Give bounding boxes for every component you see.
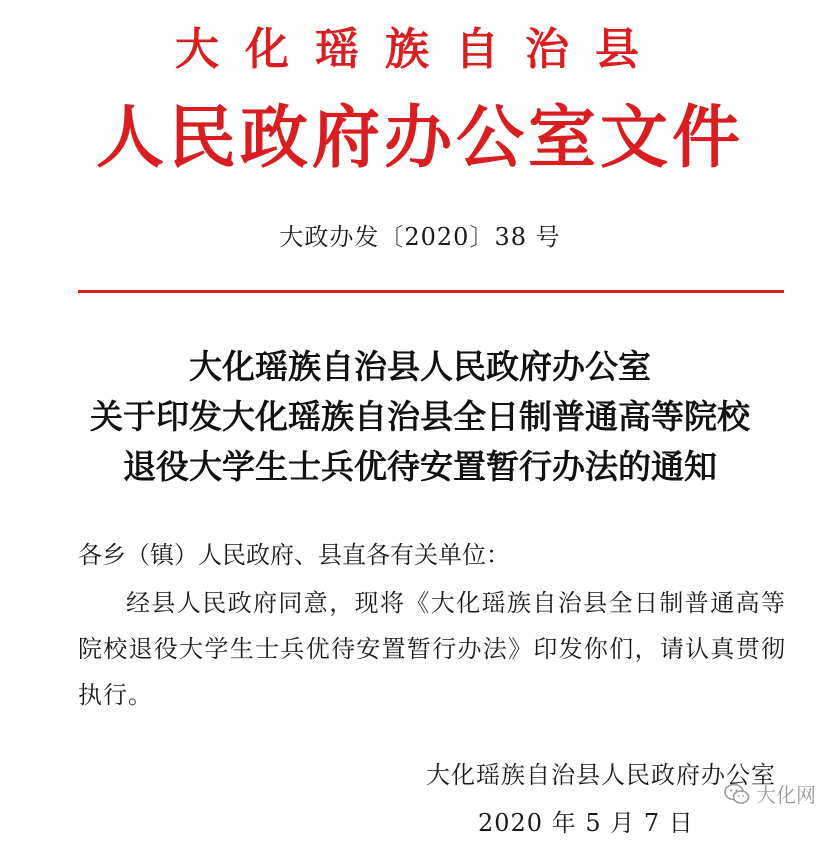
signing-date: 2020 年 5 月 7 日	[478, 809, 694, 837]
salutation: 各乡（镇）人民政府、县直各有关单位：	[78, 541, 510, 569]
wechat-icon	[724, 783, 750, 805]
title-line: 关于印发大化瑶族自治县全日制普通高等院校	[90, 397, 750, 436]
document-number: 大政办发〔2020〕38 号	[279, 223, 561, 251]
red-divider	[78, 290, 784, 293]
watermark-text: 大化网	[756, 783, 816, 807]
body-paragraph: 经县人民政府同意，现将《大化瑶族自治县全日制普通高等院校退役大学生士兵优待安置暂行办法》印发你们，请认真贯彻执行。	[78, 589, 786, 709]
document-type-heading: 人民政府办公室文件	[95, 98, 744, 178]
issuer-name: 大化瑶族自治县	[175, 24, 665, 75]
title-line: 退役大学生士兵优待安置暂行办法的通知	[123, 447, 717, 486]
title-line: 大化瑶族自治县人民政府办公室	[189, 347, 651, 386]
signing-organization: 大化瑶族自治县人民政府办公室	[426, 761, 776, 789]
watermark	[724, 779, 816, 808]
notice-title	[0, 342, 840, 492]
